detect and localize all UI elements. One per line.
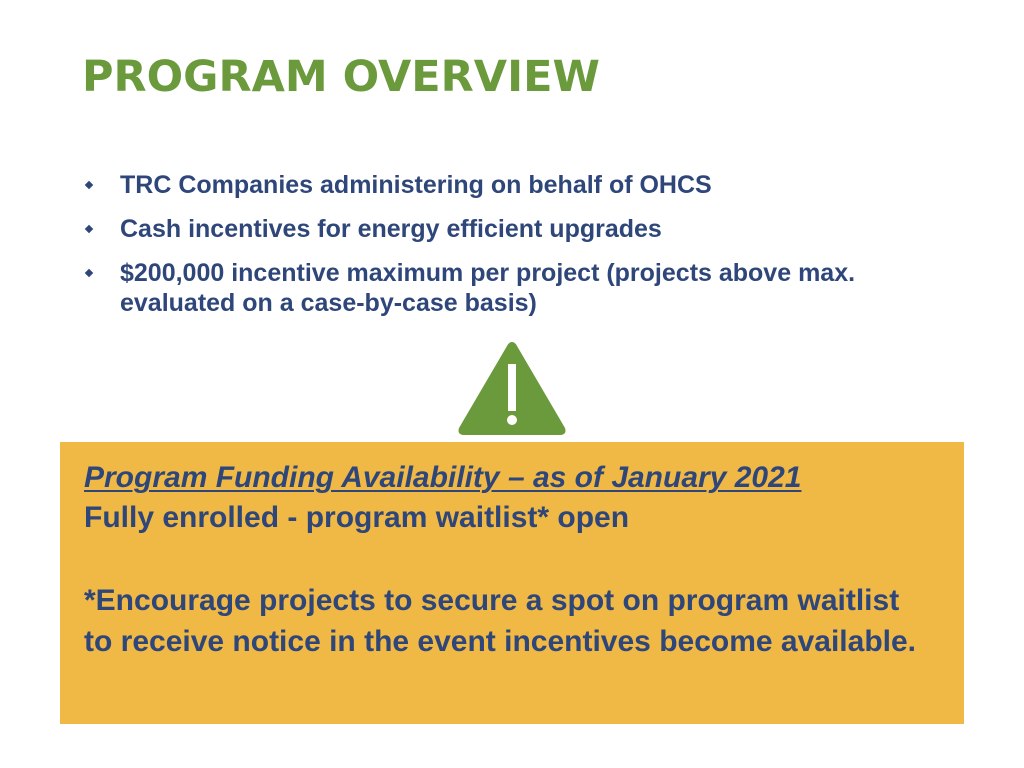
bullet-text: Cash incentives for energy efficient upgrades <box>120 215 662 243</box>
bullet-item <box>82 214 962 244</box>
warning-exclamation-bar <box>508 364 516 411</box>
bullet-text: TRC Companies administering on behalf of OHCS <box>120 171 712 199</box>
bullet-item <box>82 170 962 200</box>
notice-note: *Encourage projects to secure a spot on program waitlist to receive notice in the event incentives become available. <box>84 584 917 658</box>
slide-title: PROGRAM OVERVIEW <box>82 52 600 102</box>
funding-notice-box <box>60 442 964 724</box>
bullet-list <box>82 170 962 332</box>
notice-heading: Program Funding Availability – as of January 2021 <box>84 461 802 494</box>
notice-status: Fully enrolled - program waitlist* open <box>84 501 630 534</box>
bullet-text: $200,000 incentive maximum per project (projects above max. evaluated on a case-by-case basis) <box>120 259 856 317</box>
bullet-item <box>82 258 962 318</box>
warning-exclamation-dot <box>507 415 517 425</box>
diamond-bullet-icon <box>85 225 93 233</box>
diamond-bullet-icon <box>85 269 93 277</box>
warning-triangle-icon <box>455 338 569 438</box>
diamond-bullet-icon <box>85 181 93 189</box>
